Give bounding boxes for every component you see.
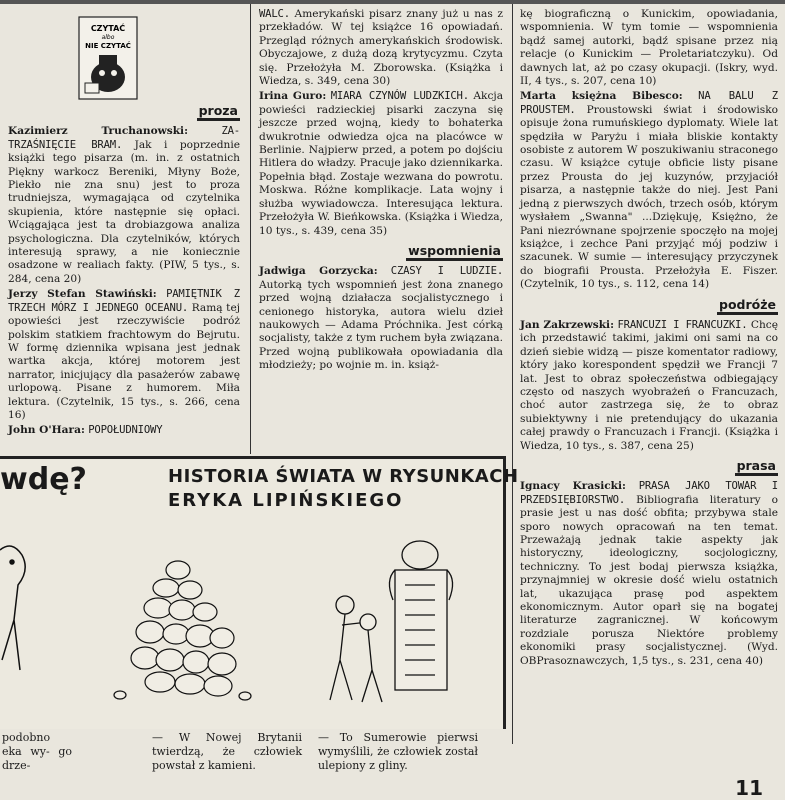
caption-right: — To Sumerowie pierwsi wymyślili, że człowiek został ulepiony z gliny.: [318, 731, 478, 772]
column-3: [520, 8, 778, 670]
cartoon-title: HISTORIA ŚWIATA W RYSUNKACH: [168, 466, 519, 487]
review-entry: Marta księżna Bibesco: NA BALU Z PROUSTEM. Proustowski świat i środowisko opisuje żona rumuńskiego dyplomaty. Wiele lat spędziła w Paryżu i miała bliskie kontakty osobiste z autorem W poszukiwaniu straconego czasu. W książce cytuje obficie listy pisane przez Prousta do jej kuzynów, przyjaciół pisarza, a następnie także do niej. Jest Pani jedną z pierwszych dwóch, trzech osób, którym wysłałem „Swanna" ...Dziękuję, Księżno, że Pani niezrównane spojrzenie spoczęło na mojej książce, i zechce Pani przyjąć mój podziw i szacunek. W sumie — interesujący przyczynek do biografii Prousta. Przełożyła E. Fiszer. (Czytelnik, 10 tys., s. 112, cena 14): [520, 90, 778, 291]
top-border: [0, 0, 785, 4]
cartoon-drawings-icon: [0, 510, 500, 720]
column-divider: [512, 4, 513, 744]
review-entry: Jerzy Stefan Stawiński: PAMIĘTNIK Z TRZECH MÓRZ I JEDNEGO OCEANU. Ramą tej opowieści jest rzeczywiście podróż polskim statkiem frachtowym do Bejrutu. W formę dziennika wpisana jest jednak wartka akcja, której motorem jest narrator, inicjujący dla pasażerów zabawę urlopową. Pisane z humorem. Miła lektura. (Czytelnik, 15 tys., s. 266, cena 16): [8, 288, 240, 421]
column-1: [8, 100, 240, 440]
caption-left: podobno eka wy- go drze-: [2, 731, 72, 772]
section-podroze: podróże: [717, 298, 778, 315]
review-entry: John O'Hara: POPOŁUDNIOWY: [8, 424, 163, 437]
cartoon-subtitle: ERYKA LIPIŃSKIEGO: [168, 490, 404, 511]
page-number: 11: [735, 776, 763, 800]
section-wspomnienia: wspomnienia: [406, 244, 503, 261]
review-entry: Kazimierz Truchanowski: ZA-TRZAŚNIĘCIE BRAM. Jak i poprzednie książki tego pisarza (m. in. z ostatnich Piękny warkocz Bereniki, Młyny Boże, Piekło nie zna snu) jest to proza trudniejsza, wymagająca od czytelnika skupienia, które następnie się opłaci. Wciągająca jest ta drobiazgowa analiza psychologiczna. Dla czytelników, których interesują sprawy, a nie koniecznie osadzone w realiach fakty. (PIW, 5 tys., s. 284, cena 20): [8, 125, 240, 285]
logo-text-3: NIE CZYTAĆ: [85, 42, 131, 50]
logo-text-2: albo: [101, 34, 115, 41]
column-divider: [250, 4, 251, 454]
review-entry: kę biograficzną o Kunickim, opowiadania, wspomnienia. W tym tomie — wspomnienia bądź samej autorki, bądź spisane przez nią relacje (o Kunickim — Proletariatczyku). Od dawnych lat, aż po czasy okupacji. (Iskry, wyd. II, 4 tys., s. 207, cena 10): [520, 8, 778, 88]
review-entry: WALC. Amerykański pisarz znany już u nas z przekładów. W tej książce 16 opowiadań. Przegląd różnych amerykańskich środowisk. Obyczajowe, z dużą dozą krytycyzmu. Czyta się. Przełożyła M. Zborowska. (Książka i Wiedza, s. 349, cena 30): [259, 8, 503, 88]
section-proza: proza: [197, 104, 240, 121]
review-entry: Jadwiga Gorzycka: CZASY I LUDZIE. Autorką tych wspomnień jest żona znanego przed wojną działacza socjalistycznego i cenionego historyka, autora wielu dzieł naukowych — Adama Próchnika. Jest córką socjalisty, także z tym ruchem była związana. Przed wojną publikowała opowiadania dla młodzieży; po wojnie m. in. książ-: [259, 265, 503, 372]
section-prasa: prasa: [735, 459, 778, 476]
caption-middle: — W Nowej Brytanii twierdzą, że człowiek powstał z kamieni.: [152, 731, 302, 772]
cartoon-qmark: wdę?: [0, 462, 87, 497]
review-entry: Ignacy Krasicki: PRASA JAKO TOWAR I PRZEDSIĘBIORSTWO. Bibliografia literatury o prasie jest u nas dość obfita; przybywa stale sporo nowych opracowań na ten temat. Przeważają jednak takie aspekty jak historyczny, ideologiczny, socjologiczny, techniczny. To jest bodaj pierwsza książka, przynajmniej w okresie dość wielu ostatnich lat, ukazująca prasę pod aspektem ekonomicznym. Autor oparł się na bogatej literaturze zagranicznej. W końcowym rozdziale porusza Niektóre problemy ekonomiki prasy socjalistycznej. (Wyd. OBPrasoznawczych, 1,5 tys., s. 231, cena 40): [520, 480, 778, 667]
logo-czytac-icon: [77, 15, 139, 101]
review-entry: Jan Zakrzewski: FRANCUZI I FRANCUZKI. Chcę ich przedstawić takimi, jakimi oni sami na co dzień siebie widzą — pisze komentator radiowy, który jako korespondent spędził we Francji 7 lat. Jest to obraz społeczeństwa odbiegający często od naszych wyobrażeń o Francuzach, choć autor zastrzega się, że to obraz subiektywny i nie pretendujący do ukazania całej prawdy o Francuzach i Francji. (Książka i Wiedza, 10 tys., s. 387, cena 25): [520, 318, 778, 452]
logo-text-1: CZYTAĆ: [90, 24, 126, 33]
review-entry: Irina Guro: MIARA CZYNÓW LUDZKICH. Akcja powieści radzieckiej pisarki zaczyna się jeszcze przed wojną, kiedy to bohaterka dwukrotnie odwiedza ojca na placówce w Berlinie. Najpierw przed, a potem po dojściu Hitlera do władzy. Pracuje jako dziennikarka. Popełnia błąd. Zostaje wezwana do powrotu. Moskwa. Różne komplikacje. Lata wojny i służba wywiadowcza. Interesująca lektura. Przełożyła W. Bieńkowska. (Książka i Wiedza, 10 tys., s. 439, cena 35): [259, 90, 504, 237]
column-2: [259, 8, 503, 375]
